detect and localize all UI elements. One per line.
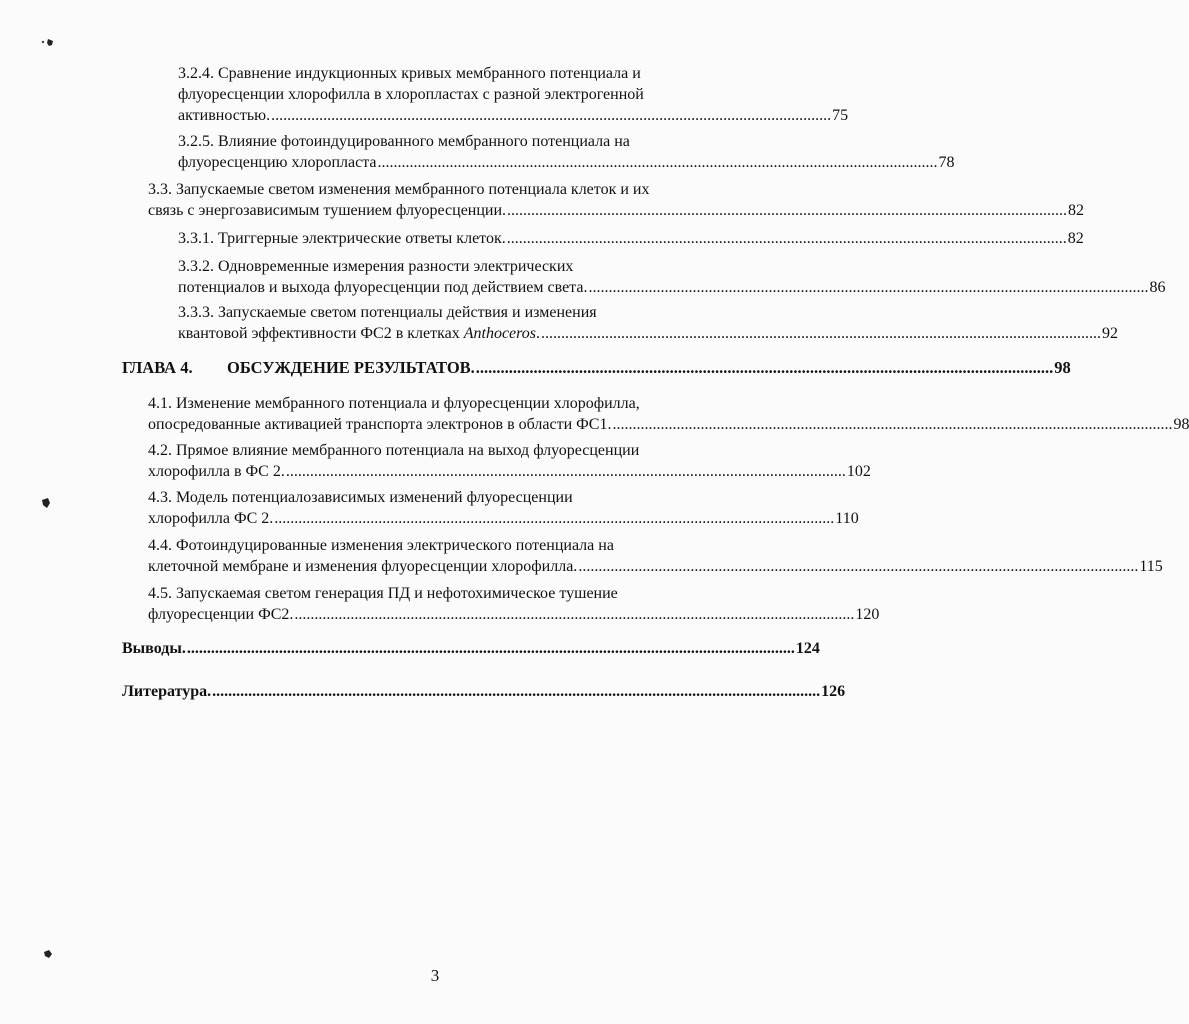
entry-text-line: клеточной мембране и изменения флуоресценции хлорофилла. [148,558,578,575]
page-ref: 98 [1054,358,1071,377]
page-ref: 126 [821,683,846,700]
entry-text-line [178,323,540,344]
entry-text-line: хлорофилла ФС 2. [148,510,274,527]
entry-text-line: хлорофилла в ФС 2. [148,463,285,480]
toc-entry-conclusions[interactable] [122,638,820,659]
entry-text-line: опосредованные активацией транспорта электронов в области ФС1. [148,416,612,433]
page-ref: 86 [1149,279,1166,296]
entry-text-line: 3.3.3. Запускаемые светом потенциалы действия и изменения [178,304,597,321]
entry-text-line: потенциалов и выхода флуоресценции под действием света. [178,279,588,296]
chapter-number: ГЛАВА 4. [122,358,193,377]
entry-text-line: 4.3. Модель потенциалозависимых изменений флуоресценции [148,489,573,506]
toc-entry-3-2-4[interactable] [178,63,849,126]
dot-leader: ............................................................................................................................................ [541,325,1102,342]
toc-entry-3-3-3[interactable] [178,302,1119,344]
toc-entry-literature[interactable] [122,681,846,702]
toc-entry-3-3-2[interactable] [178,256,1166,298]
page-ref: 75 [832,107,849,124]
scan-speck [40,36,56,48]
entry-text-part: . [536,325,541,342]
dot-leader: ........................................................................................................................................................ [186,640,795,657]
page-ref: 98 [1173,416,1189,433]
entry-text-line: связь с энергозависимым тушением флуоресценции. [148,202,507,219]
entry-text-line: 3.3.1. Триггерные электрические ответы клеток. [178,230,506,247]
dot-leader: ............................................................................................................................................ [578,558,1139,575]
dot-leader: ............................................................................................................................................ [475,358,1054,377]
scan-speck [40,496,52,510]
page-ref: 124 [795,640,820,657]
entry-text-part: квантовой эффективности ФС2 в клетках [178,325,464,342]
entry-text-line: флуоресценцию хлоропласта [178,154,377,171]
entry-label: Литература. [122,683,212,700]
toc-entry-4-1[interactable] [148,393,1189,435]
entry-text-italic: Anthoceros [463,325,537,342]
toc-entry-4-2[interactable] [148,440,871,482]
toc-chapter-4[interactable] [122,357,1071,378]
entry-text-line: 3.2.5. Влияние фотоиндуцированного мембранного потенциала на [178,133,630,150]
toc-entry-3-3-1[interactable] [178,228,1084,249]
dot-leader: ............................................................................................................................................ [612,416,1173,433]
chapter-title: ОБСУЖДЕНИЕ РЕЗУЛЬТАТОВ. [227,358,475,377]
entry-text-line: 3.2.4. Сравнение индукционных кривых мембранного потенциала и [178,65,641,82]
entry-text-line: флуоресценции ФС2. [148,606,294,623]
dot-leader: ............................................................................................................................................ [294,606,855,623]
page-ref: 102 [846,463,871,480]
toc-entry-3-2-5[interactable] [178,131,955,173]
page-ref: 82 [1067,230,1084,247]
entry-text-line: активностью. [178,107,271,124]
dot-leader: ............................................................................................................................................ [274,510,835,527]
page-ref: 115 [1139,558,1163,575]
scan-speck [42,948,54,960]
dot-leader: ........................................................................................................................................................ [212,683,821,700]
toc-entry-4-3[interactable] [148,487,859,529]
dot-leader: ............................................................................................................................................ [506,230,1067,247]
page-ref: 78 [938,154,955,171]
entry-text-line: флуоресценции хлорофилла в хлоропластах с разной электрогенной [178,86,644,103]
entry-text-line: 3.3. Запускаемые светом изменения мембранного потенциала клеток и их [148,181,650,198]
entry-text-line: 4.4. Фотоиндуцированные изменения электрического потенциала на [148,537,614,554]
entry-text-line: 4.2. Прямое влияние мембранного потенциала на выход флуоресценции [148,442,640,459]
toc-entry-4-5[interactable] [148,583,880,625]
toc-entry-4-4[interactable] [148,535,1163,577]
entry-label: Выводы. [122,640,186,657]
toc-entry-3-3[interactable] [148,179,1085,221]
page-ref: 120 [855,606,880,623]
entry-text-line: 4.1. Изменение мембранного потенциала и флуоресценции хлорофилла, [148,395,640,412]
page-ref: 110 [835,510,859,527]
page-ref: 92 [1102,325,1119,342]
dot-leader: ............................................................................................................................................ [271,107,832,124]
dot-leader: ............................................................................................................................................ [377,154,938,171]
page-ref: 82 [1068,202,1085,219]
entry-text-line: 3.3.2. Одновременные измерения разности электрических [178,258,574,275]
entry-text-line: 4.5. Запускаемая светом генерация ПД и нефотохимическое тушение [148,585,618,602]
page-number: 3 [430,966,440,985]
dot-leader: ............................................................................................................................................ [285,463,846,480]
dot-leader: ............................................................................................................................................ [507,202,1068,219]
dot-leader: ............................................................................................................................................ [588,279,1149,296]
